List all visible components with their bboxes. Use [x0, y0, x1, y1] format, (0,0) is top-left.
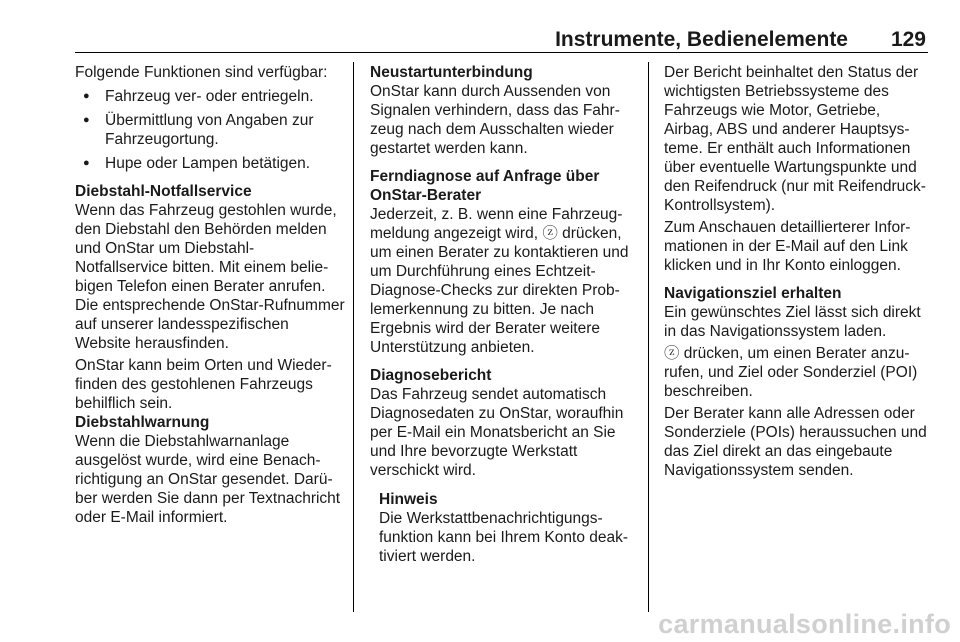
- section-heading-navigation: Navigationsziel erhalten: [664, 285, 842, 302]
- section-heading-immobilizer: Neustartunterbindung: [370, 64, 533, 81]
- note-text: Die Werkstattbenachrichtigungsfunktion kann bei Ihrem Konto deaktiviert werden.: [379, 510, 629, 565]
- note-box: [379, 490, 635, 566]
- list-item: ● Fahrzeug ver- oder entriegeln.: [75, 87, 345, 106]
- list-item: ● Hupe oder Lampen betätigen.: [75, 154, 345, 173]
- column-1: [75, 63, 345, 527]
- paragraph: Das Fahrzeug sendet automatisch Diagnosedaten zu OnStar, woraufhin per E-Mail ein Monatsbericht an Sie und Ihre bevorzugte Werkstatt verschickt wird.: [370, 386, 624, 479]
- paragraph: Wenn das Fahrzeug gestohlen wurde, den Diebstahl den Behörden melden und OnStar um Diebstahl-Notfallservice bitten. Mit einem beliebigen Telefon einen Berater anrufen. Die entsprechende OnStar-Rufnummer auf unserer landesspezifischen Website herausfinden.: [75, 202, 345, 352]
- page-header: [75, 18, 928, 54]
- column-3: [664, 63, 929, 480]
- paragraph: Der Bericht beinhaltet den Status der wichtigsten Betriebssysteme des Fahrzeugs wie Motor, Getriebe, Airbag, ABS und anderer Hauptsysteme. Er enthält auch Informationen über eventuelle Wartungspunkte und den Reifendruck (nur mit Reifendruck-Kontrollsystem).: [664, 64, 926, 214]
- column-divider-2: [648, 62, 649, 612]
- column-2: [370, 63, 635, 566]
- section-heading-theft-service: Diebstahl-Notfallservice: [75, 183, 252, 200]
- paragraph: Der Berater kann alle Adressen oder Sonderziele (POIs) heraussuchen und das Ziel direkt an das eingebaute Navigationssystem senden.: [664, 405, 927, 479]
- paragraph: OnStar kann durch Aussenden von Signalen verhindern, dass das Fahrzeug nach dem Ausschalten wieder gestartet werden kann.: [370, 83, 620, 157]
- list-item: ● Übermittlung von Angaben zur Fahrzeugortung.: [75, 111, 345, 149]
- section-heading-remote-diagnosis: Ferndiagnose auf Anfrage über OnStar-Berater: [370, 168, 600, 204]
- note-heading: Hinweis: [379, 491, 438, 508]
- paragraph: ⓩ drücken, um einen Berater anzurufen, und Ziel oder Sonderziel (POI) beschreiben.: [664, 345, 918, 400]
- column-divider-1: [353, 62, 354, 612]
- watermark: carmanualsonline.info: [658, 609, 951, 639]
- paragraph: OnStar kann beim Orten und Wiederfinden des gestohlenen Fahrzeugs behilflich sein.: [75, 357, 332, 412]
- feature-list: [75, 87, 345, 173]
- intro-text: Folgende Funktionen sind verfügbar:: [75, 64, 328, 81]
- header-rule: [75, 52, 928, 53]
- page-title: Instrumente, Bedienelemente: [555, 28, 848, 51]
- paragraph: Jederzeit, z. B. wenn eine Fahrzeugmeldung angezeigt wird, ⓩ drücken, um einen Berater zu kontaktieren und um Durchführung eines Echtzeit-Diagnose-Checks zur direkten Problemerkennung zu bitten. Je nach Ergebnis wird der Berater weitere Unterstützung anbieten.: [370, 206, 629, 356]
- paragraph: Ein gewünschtes Ziel lässt sich direkt in das Navigationssystem laden.: [664, 304, 921, 340]
- paragraph: Wenn die Diebstahlwarnanlage ausgelöst wurde, wird eine Benachrichtigung an OnStar gesendet. Darüber werden Sie dann per Textnachricht oder E-Mail informiert.: [75, 433, 341, 526]
- paragraph: Zum Anschauen detaillierterer Informationen in der E-Mail auf den Link klicken und in Ihr Konto einloggen.: [664, 219, 911, 274]
- page-number: 129: [890, 28, 926, 51]
- section-heading-theft-alarm: Diebstahlwarnung: [75, 414, 210, 431]
- section-heading-diagnosis-report: Diagnosebericht: [370, 367, 492, 384]
